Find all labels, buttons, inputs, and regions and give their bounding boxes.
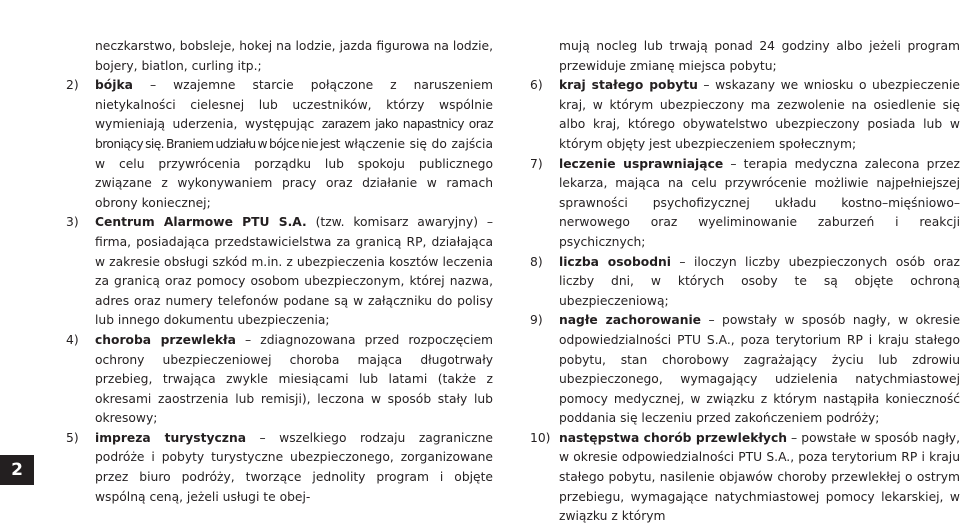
definition-number: 7) <box>530 156 543 171</box>
definition-term: impreza turystyczna <box>95 430 246 445</box>
definition-number: 10) <box>530 430 551 445</box>
definition-term: leczenie usprawniające <box>559 156 724 171</box>
definition-2 <box>66 76 493 213</box>
definition-4 <box>66 331 493 429</box>
definition-term: liczba osobodni <box>559 254 671 269</box>
definition-number: 8) <box>530 254 543 269</box>
definition-9 <box>530 311 960 429</box>
definition-number: 6) <box>530 78 543 93</box>
definition-text: – zdiagnozowana przed rozpoczęciem ochrony ubezpieczeniowej choroba mająca długotrwały przebieg, trwająca zwykle miesiącami lub latami (także z okresami zaostrzenia lub remisji), leczona w sposób stały lub okresowy; <box>95 332 493 426</box>
definition-text: – wzajemne starcie połączone z naruszeniem nietykalności cielesnej lub uczestników, którzy wspólnie wymieniają uderzenia, występując <box>95 78 493 132</box>
definition-5 <box>66 429 493 507</box>
definition-text: – powstały w sposób nagły, w okresie odpowiedzialności PTU S.A., poza terytorium RP i kraju stałego pobytu, stan chorobowy zagrażający życiu lub zdrowiu ubezpieczonego, wymagający udzielenia natychmiastowej pomocy medycznej, w związku z którym nastąpiła konieczność poddania się leczeniu przed zakończeniem podróży; <box>559 313 960 426</box>
definition-10 <box>530 429 960 527</box>
definition-text: włączenie się do zajścia w celu przywrócenia porządku lub spokoju publicznego związane z wykonywaniem pracy oraz działanie w ramach obrony koniecznej; <box>95 136 493 210</box>
right-column <box>530 37 960 527</box>
definition-term: nagłe zachorowanie <box>559 313 702 328</box>
definition-text: – terapia medyczna zalecona przez lekarza, mająca na celu przywrócenie możliwie najpełniejszej sprawności psychofizycznej układu kostno–mięśniowo–nerwowego oraz wyeliminowanie zaburzeń i reakcji psychicznych; <box>559 156 960 249</box>
definition-number: 4) <box>66 332 79 347</box>
right-continuation-text: mują nocleg lub trwają ponad 24 godziny albo jeżeli program przewiduje zmianę miejsca pobytu; <box>559 39 960 73</box>
definition-text: – powstałe w sposób nagły, w okresie odpowiedzialności PTU S.A., poza terytorium RP i kraju stałego pobytu, nasilenie objawów choroby przewlekłej o ostrym przebiegu, wymagające natychmiastowej pomocy lekarskiej, w związku z którym <box>559 430 960 524</box>
definition-text: – wszelkiego rodzaju zagraniczne podróże i pobyty turystyczne ubezpieczonego, zorganizowane przez biuro podróży, tworzące jednolity program i objęte wspólną ceną, jeżeli usługi te obej- <box>95 430 493 504</box>
definition-3 <box>66 213 493 331</box>
left-column <box>66 37 493 507</box>
definition-term: Centrum Alarmowe PTU S.A. <box>95 215 307 230</box>
definition-term: kraj stałego pobytu <box>559 78 698 93</box>
definition-text: – iloczyn liczby ubezpieczonych osób oraz liczby dni, w których osoby te są objęte ochroną ubezpieczeniową; <box>559 254 960 308</box>
definition-7 <box>530 155 960 253</box>
definition-term: bójka <box>95 78 133 93</box>
definition-number: 3) <box>66 215 79 230</box>
left-continuation-text: neczkarstwo, bobsleje, hokej na lodzie, jazda figurowa na lodzie, bojery, biatlon, curling itp.; <box>95 39 493 73</box>
definition-8 <box>530 253 960 312</box>
definition-6 <box>530 76 960 154</box>
definition-text: – wskazany we wniosku o ubezpieczenie kraj, w którym ubezpieczony ma zezwolenie na osiedlenie się albo kraj, którego obywatelstwo ubezpieczony posiada lub w którym objęty jest ubezpieczeniem społecznym; <box>559 78 960 151</box>
definition-number: 2) <box>66 78 79 93</box>
page-number-badge: 2 <box>0 455 34 485</box>
definition-text-condensed: zarazem jako napastnicy oraz broniący się. Braniem udziału w bójce nie jest <box>95 117 493 151</box>
definition-number: 5) <box>66 430 79 445</box>
definition-number: 9) <box>530 313 543 328</box>
definition-term: następstwa chorób przewlekłych <box>559 430 787 445</box>
definition-text: (tzw. komisarz awaryjny) – firma, posiadająca przedstawicielstwa za granicą RP, działająca w zakresie obsługi szkód m.in. z ubezpieczenia kosztów leczenia za granicą oraz pomocy osobom ubezpieczonym, której nazwa, adres oraz numery telefonów podane są w załączniku do polisy lub innego dokumentu ubezpieczenia; <box>95 215 494 328</box>
definition-term: choroba przewlekła <box>95 332 236 347</box>
